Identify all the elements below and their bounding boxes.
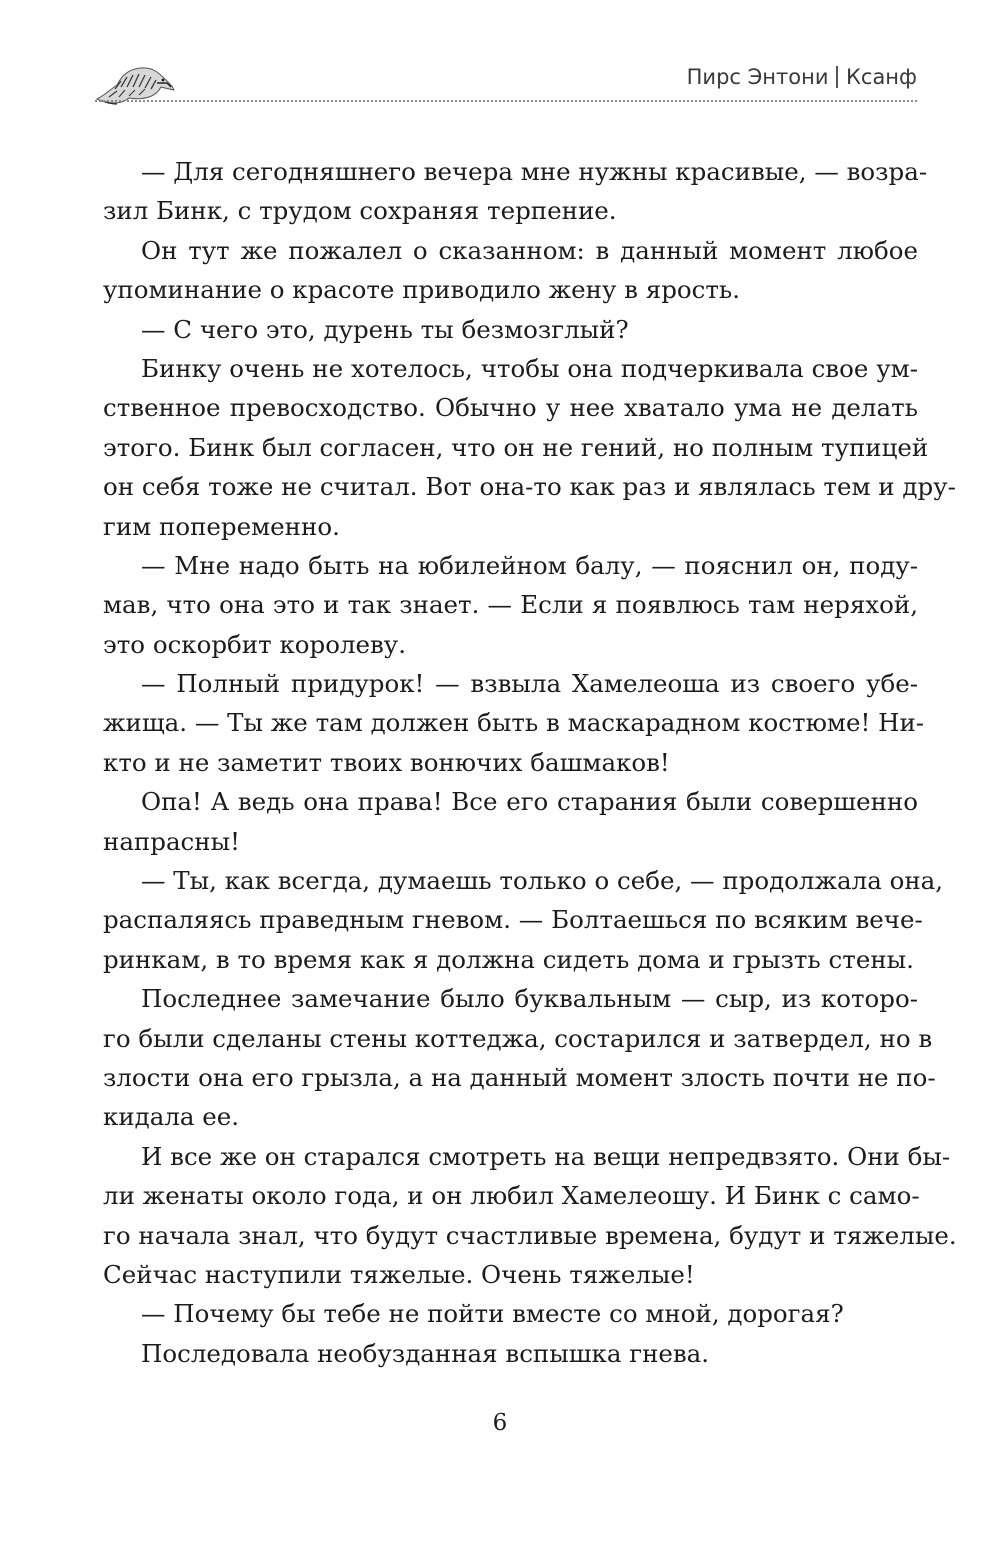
body-text	[103, 152, 957, 1373]
text-line: жища. — Ты же там должен быть в маскарадном костюме! Ни-	[103, 708, 925, 738]
running-header	[95, 55, 917, 115]
text-line: упоминание о красоте приводило жену в ярость.	[103, 275, 741, 305]
header-title	[687, 65, 917, 89]
text-line: распаляясь праведным гневом. — Болтаешься по всяким вече-	[103, 905, 923, 935]
text-line: Бинку очень не хотелось, чтобы она подчеркивала свое ум-	[141, 353, 918, 383]
text-line: злости она его грызла, а на данный момент злость почти не по-	[103, 1062, 936, 1092]
text-line: он себя тоже не считал. Вот она-то как раз и являлась тем и дру-	[103, 472, 956, 502]
header-separator	[836, 66, 838, 88]
text-line: — С чего это, дурень ты безмозглый?	[141, 314, 629, 344]
text-line: этого. Бинк был согласен, что он не гений, но полным тупицей	[103, 432, 929, 462]
text-line: мав, что она это и так знает. — Если я появлюсь там неряхой,	[103, 590, 918, 620]
text-line: напрасны!	[103, 826, 240, 856]
text-line: кидала ее.	[103, 1102, 240, 1132]
text-line: Последовала необузданная вспышка гнева.	[141, 1338, 710, 1368]
text-line: ли женаты около года, и он любил Хамелеошу. И Бинк с само-	[103, 1181, 920, 1211]
text-line: Опа! А ведь она права! Все его старания были совершенно	[141, 787, 918, 817]
header-rule	[95, 100, 917, 102]
text-line: кто и не заметит твоих вонючих башмаков!	[103, 747, 670, 777]
text-line: — Ты, как всегда, думаешь только о себе, — продолжала она,	[141, 866, 944, 896]
text-line: ринкам, в то время как я должна сидеть дома и грызть стены.	[103, 944, 914, 974]
text-line: — Почему бы тебе не пойти вместе со мной, дорогая?	[141, 1299, 844, 1329]
header-book-title: Ксанф	[845, 65, 917, 89]
text-line: Он тут же пожалел о сказанном: в данный момент любое	[141, 235, 918, 265]
dragon-icon	[95, 63, 175, 105]
text-line: — Для сегодняшнего вечера мне нужны красивые, — возра-	[141, 157, 928, 186]
text-line: Последнее замечание было буквальным — сыр, из которо-	[141, 984, 918, 1014]
page-number: 6	[492, 1410, 508, 1436]
text-line: го были сделаны стены коттеджа, состарился и затвердел, но в	[103, 1023, 933, 1053]
text-line: И все же он старался смотреть на вещи непредвзято. Они бы-	[141, 1141, 951, 1171]
text-line: ственное превосходство. Обычно у нее хватало ума не делать	[103, 393, 918, 423]
text-line: гим попеременно.	[103, 511, 340, 541]
header-author: Пирс Энтони	[686, 65, 829, 89]
text-line: — Полный придурок! — взвыла Хамелеоша из своего убе-	[141, 669, 918, 699]
text-line: это оскорбит королеву.	[103, 629, 407, 659]
text-line: го начала знал, что будут счастливые времена, будут и тяжелые.	[103, 1220, 957, 1250]
text-line: зил Бинк, с трудом сохраняя терпение.	[103, 196, 617, 226]
text-line: Сейчас наступили тяжелые. Очень тяжелые!	[103, 1259, 695, 1289]
text-line: — Мне надо быть на юбилейном балу, — пояснил он, поду-	[141, 550, 918, 580]
